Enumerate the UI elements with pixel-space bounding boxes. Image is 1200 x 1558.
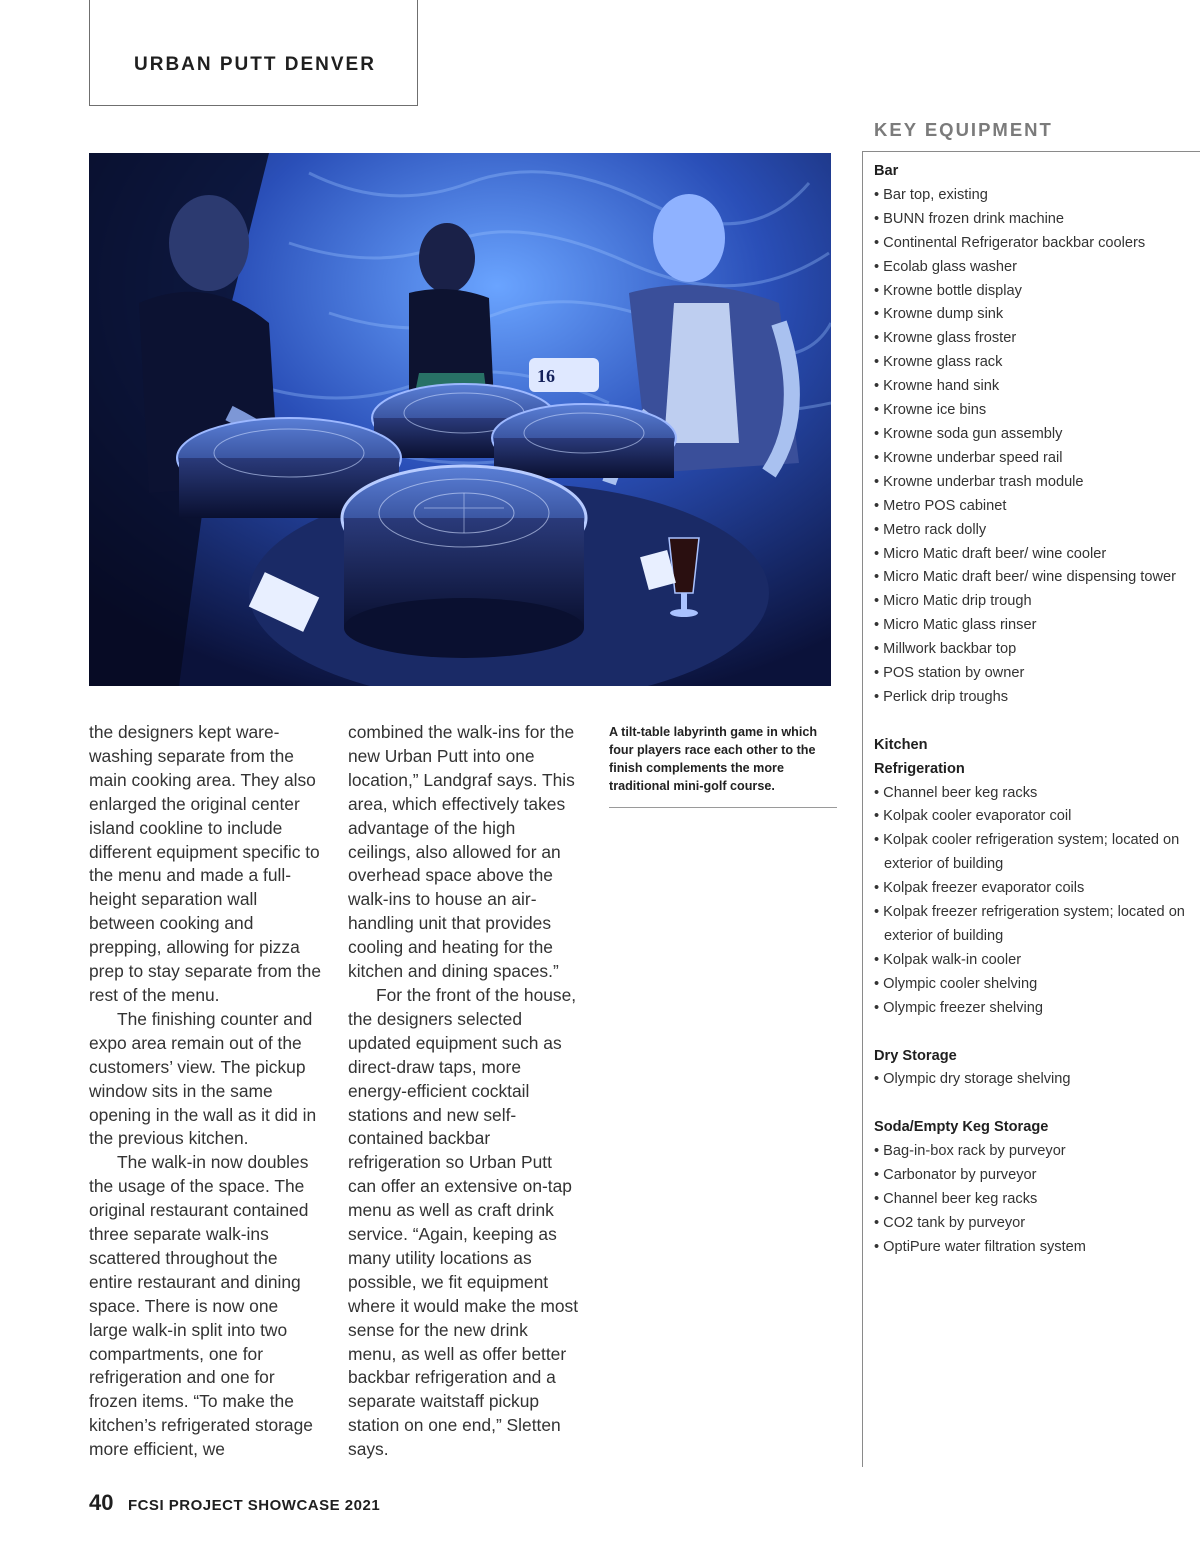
equipment-list-item [874, 614, 1194, 638]
bullet-icon: • [874, 330, 884, 347]
equipment-list-item [874, 327, 1194, 351]
bullet-icon: • [874, 425, 884, 442]
bullet-icon: • [874, 1143, 884, 1160]
equipment-list-item [874, 280, 1194, 304]
equipment-item-text: Krowne underbar trash module [883, 473, 1084, 490]
equipment-item-text: Olympic dry storage shelving [883, 1071, 1071, 1088]
equipment-list-item [874, 973, 1194, 997]
equipment-item-text: Krowne bottle display [883, 282, 1022, 299]
bullet-icon: • [874, 521, 884, 538]
equipment-item-text: CO2 tank by purveyor [883, 1214, 1026, 1231]
equipment-item-text: Krowne glass rack [883, 354, 1003, 371]
bullet-icon: • [874, 497, 884, 514]
equipment-list-item [874, 901, 1194, 949]
page-number: 40 [89, 1490, 114, 1515]
bullet-icon: • [874, 545, 884, 562]
bullet-icon: • [874, 402, 884, 419]
equipment-list-item [874, 423, 1194, 447]
bullet-icon: • [874, 378, 884, 395]
bullet-icon: • [874, 306, 884, 323]
equipment-section-heading: Soda/Empty Keg Storage [874, 1119, 1049, 1136]
bullet-icon: • [874, 808, 884, 825]
paragraph: The walk-in now doubles the usage of the space. The original restaurant contained three separate walk-ins scattered throughout the entire restaurant and dining space. There is now one large walk-in split into two compartments, one for refrigeration and one for frozen items. “To make the kitchen’s refrigerated storage more efficient, we [89, 1152, 313, 1460]
equipment-item-text: Micro Matic drip trough [883, 593, 1032, 610]
equipment-list-item [874, 208, 1194, 232]
equipment-item-text: Kolpak walk-in cooler [883, 951, 1022, 968]
equipment-list-item [874, 782, 1194, 806]
key-equipment-title: KEY EQUIPMENT [874, 119, 1053, 140]
body-column-1 [89, 721, 321, 1462]
equipment-section-heading: Dry Storage [874, 1047, 957, 1064]
bullet-icon: • [874, 688, 884, 705]
labyrinth-table-back-right [492, 404, 676, 478]
equipment-list-item [874, 662, 1194, 686]
equipment-item-text: Metro rack dolly [883, 521, 987, 538]
equipment-list-item [874, 1140, 1194, 1164]
equipment-list-item [874, 184, 1194, 208]
equipment-item-text: Olympic freezer shelving [883, 999, 1043, 1016]
equipment-item-text: Krowne dump sink [883, 306, 1004, 323]
key-equipment-list [874, 160, 1194, 1260]
section-header-box [89, 0, 418, 106]
svg-text:16: 16 [537, 366, 555, 386]
bullet-icon: • [874, 210, 884, 227]
bullet-icon: • [874, 641, 884, 658]
bullet-icon: • [874, 999, 884, 1016]
equipment-list-item [874, 949, 1194, 973]
equipment-list-item [874, 471, 1194, 495]
equipment-item-text: Ecolab glass washer [883, 258, 1018, 275]
equipment-list-item [874, 566, 1194, 590]
equipment-item-text: Millwork backbar top [883, 641, 1017, 658]
equipment-list-item [874, 1188, 1194, 1212]
bullet-icon: • [874, 473, 884, 490]
equipment-list-item [874, 519, 1194, 543]
equipment-list-item [874, 447, 1194, 471]
photo-caption: A tilt-table labyrinth game in which four players race each other to the finish complements the more traditional mini-golf course. [609, 723, 837, 808]
bullet-icon: • [874, 975, 884, 992]
bullet-icon: • [874, 282, 884, 299]
equipment-list-item [874, 399, 1194, 423]
paragraph: the designers kept warewashing separate from the main cooking area. They also enlarged the original center island cookline to include different equipment specific to the menu and made a full-height separation wall between cooking and prepping, allowing for pizza prep to stay separate from the rest of the menu. [89, 722, 321, 1005]
equipment-item-text: Micro Matic glass rinser [883, 617, 1037, 634]
equipment-list-item [874, 1236, 1194, 1260]
labyrinth-table-front [342, 466, 586, 658]
equipment-item-text: Kolpak freezer refrigeration system; located on exterior of building [883, 904, 1185, 944]
equipment-list-item [874, 256, 1194, 280]
paragraph: combined the walk-ins for the new Urban Putt into one location,” Landgraf says. This area, which effectively takes advantage of the high ceilings, also allowed for an overhead space above the walk-ins to house an air-handling unit that provides cooling and heating for the kitchen and dining spaces.” [348, 722, 575, 982]
equipment-item-text: Channel beer keg racks [883, 1190, 1038, 1207]
equipment-item-text: OptiPure water filtration system [883, 1238, 1086, 1255]
equipment-item-text: Carbonator by purveyor [883, 1167, 1037, 1184]
bullet-icon: • [874, 1071, 884, 1088]
equipment-section-heading: Kitchen Refrigeration [874, 736, 965, 777]
bullet-icon: • [874, 234, 884, 251]
equipment-item-text: Metro POS cabinet [883, 497, 1007, 514]
bullet-icon: • [874, 1214, 884, 1231]
bullet-icon: • [874, 569, 884, 586]
game-sign [529, 358, 599, 392]
equipment-list-item [874, 829, 1194, 877]
equipment-item-text: Continental Refrigerator backbar coolers [883, 234, 1146, 251]
section-title: URBAN PUTT DENVER [134, 54, 376, 75]
bullet-icon: • [874, 880, 884, 897]
page-footer [89, 1490, 380, 1516]
equipment-list-item [874, 495, 1194, 519]
equipment-list-item [874, 805, 1194, 829]
equipment-item-text: Kolpak cooler evaporator coil [883, 808, 1072, 825]
equipment-item-text: Micro Matic draft beer/ wine cooler [883, 545, 1107, 562]
bullet-icon: • [874, 832, 884, 849]
labyrinth-photo-image [89, 153, 831, 686]
equipment-item-text: Krowne soda gun assembly [883, 425, 1063, 442]
equipment-item-text: Krowne glass froster [883, 330, 1017, 347]
body-column-2 [348, 721, 580, 1462]
bullet-icon: • [874, 951, 884, 968]
sidebar-divider-vertical [862, 151, 863, 1467]
equipment-list-item [874, 1068, 1194, 1092]
section-gap [874, 1092, 1194, 1116]
equipment-item-text: Micro Matic draft beer/ wine dispensing tower [883, 569, 1176, 586]
bullet-icon: • [874, 354, 884, 371]
bullet-icon: • [874, 784, 884, 801]
paragraph: The finishing counter and expo area remain out of the customers’ view. The pickup window sits in the same opening in the wall as it did in the previous kitchen. [89, 1008, 317, 1149]
equipment-list-item [874, 686, 1194, 710]
sidebar-divider-horizontal [862, 151, 1200, 152]
equipment-item-text: Olympic cooler shelving [883, 975, 1038, 992]
equipment-list-item [874, 1212, 1194, 1236]
bullet-icon: • [874, 617, 884, 634]
article-photo [89, 153, 831, 686]
equipment-item-text: Channel beer keg racks [883, 784, 1038, 801]
equipment-list-item [874, 997, 1194, 1021]
equipment-item-text: Bar top, existing [883, 186, 988, 203]
equipment-item-text: Bag-in-box rack by purveyor [883, 1143, 1066, 1160]
equipment-list-item [874, 303, 1194, 327]
bullet-icon: • [874, 665, 884, 682]
equipment-list-item [874, 232, 1194, 256]
equipment-item-text: BUNN frozen drink machine [883, 210, 1065, 227]
bullet-icon: • [874, 1238, 884, 1255]
equipment-list-item [874, 375, 1194, 399]
bullet-icon: • [874, 1167, 884, 1184]
section-gap [874, 1021, 1194, 1045]
bullet-icon: • [874, 258, 884, 275]
equipment-list-item [874, 543, 1194, 567]
publication-name: FCSI PROJECT SHOWCASE 2021 [127, 1497, 381, 1514]
equipment-item-text: Krowne hand sink [883, 378, 1000, 395]
equipment-item-text: Perlick drip troughs [883, 688, 1009, 705]
equipment-section-heading: Bar [874, 163, 899, 179]
section-gap [874, 710, 1194, 734]
equipment-list-item [874, 590, 1194, 614]
equipment-list-item [874, 638, 1194, 662]
equipment-list-item [874, 877, 1194, 901]
bullet-icon: • [874, 904, 884, 921]
equipment-item-text: Krowne ice bins [883, 402, 987, 419]
bullet-icon: • [874, 593, 884, 610]
equipment-item-text: Krowne underbar speed rail [883, 449, 1063, 466]
equipment-list-item [874, 1164, 1194, 1188]
bullet-icon: • [874, 449, 884, 466]
bullet-icon: • [874, 186, 884, 203]
paragraph: For the front of the house, the designers selected updated equipment such as direct-draw taps, more energy-efficient cocktail stations and new self-contained backbar refrigeration so Urban Putt can offer an extensive on-tap menu as well as craft drink service. “Again, keeping as many utility locations as possible, we fit equipment where it would make the most sense for the new drink menu, as well as offer better backbar refrigeration and a separate waitstaff pickup station on one end,” Sletten says. [348, 984, 579, 1460]
equipment-item-text: Kolpak freezer evaporator coils [883, 880, 1085, 897]
equipment-list-item [874, 351, 1194, 375]
equipment-item-text: POS station by owner [883, 665, 1025, 682]
equipment-item-text: Kolpak cooler refrigeration system; located on exterior of building [883, 832, 1180, 873]
bullet-icon: • [874, 1190, 884, 1207]
